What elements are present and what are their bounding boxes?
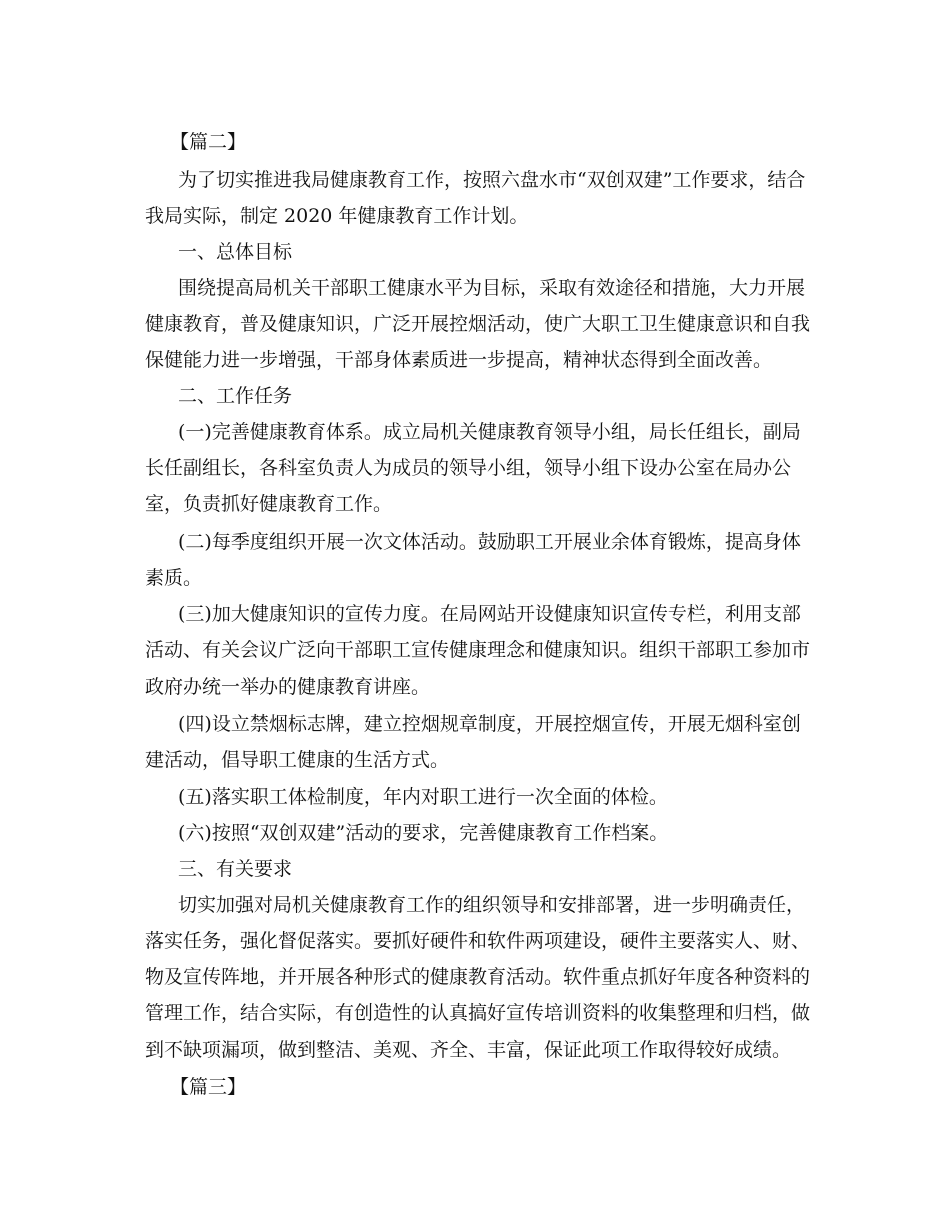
task-4-line-1: (四)设立禁烟标志牌，建立控烟规章制度，开展控烟宣传，开展无烟科室创 (178, 713, 801, 735)
task-3-line-1: (三)加大健康知识的宣传力度。在局网站开设健康知识宣传专栏，利用支部 (178, 603, 801, 625)
section-3-heading: 【篇三】 (170, 1076, 247, 1098)
intro-line-2: 我局实际，制定 2020 年健康教育工作计划。 (145, 205, 529, 227)
task-4-line-2: 建活动，倡导职工健康的生活方式。 (145, 749, 450, 771)
intro-line-1: 为了切实推进我局健康教育工作，按照六盘水市“双创双建”工作要求，结合 (178, 169, 806, 191)
section-2-heading: 【篇二】 (170, 131, 247, 153)
task-6: (六)按照“双创双建”活动的要求，完善健康教育工作档案。 (178, 822, 669, 844)
task-1-line-3: 室，负责抓好健康教育工作。 (145, 493, 393, 515)
heading-requirements: 三、有关要求 (178, 858, 293, 880)
requirements-line-1: 切实加强对局机关健康教育工作的组织领导和安排部署，进一步明确责任， (178, 894, 806, 916)
task-5: (五)落实职工体检制度，年内对职工进行一次全面的体检。 (178, 786, 668, 808)
requirements-line-4: 管理工作，结合实际，有创造性的认真搞好宣传培训资料的收集整理和归档，做 (145, 1002, 811, 1024)
goal-line-3: 保健能力进一步增强，干部身体素质进一步提高，精神状态得到全面改善。 (145, 349, 773, 371)
heading-work-tasks: 二、工作任务 (178, 385, 293, 407)
heading-overall-goal: 一、总体目标 (178, 241, 293, 263)
task-1-line-1: (一)完善健康教育体系。成立局机关健康教育领导小组，局长任组长，副局 (178, 421, 801, 443)
requirements-line-2: 落实任务，强化督促落实。要抓好硬件和软件两项建设，硬件主要落实人、财、 (145, 930, 811, 952)
task-2-line-1: (二)每季度组织开展一次文体活动。鼓励职工开展业余体育锻炼，提高身体 (178, 531, 801, 553)
requirements-line-5: 到不缺项漏项，做到整洁、美观、齐全、丰富，保证此项工作取得较好成绩。 (145, 1039, 792, 1061)
goal-line-2: 健康教育，普及健康知识，广泛开展控烟活动，使广大职工卫生健康意识和自我 (145, 313, 811, 335)
task-3-line-2: 活动、有关会议广泛向干部职工宣传健康理念和健康知识。组织干部职工参加市 (145, 639, 811, 661)
task-1-line-2: 长任副组长，各科室负责人为成员的领导小组，领导小组下设办公室在局办公 (145, 457, 792, 479)
task-3-line-3: 政府办统一举办的健康教育讲座。 (145, 676, 431, 698)
requirements-line-3: 物及宣传阵地，并开展各种形式的健康教育活动。软件重点抓好年度各种资料的 (145, 966, 811, 988)
goal-line-1: 围绕提高局机关干部职工健康水平为目标，采取有效途径和措施，大力开展 (178, 277, 806, 299)
task-2-line-2: 素质。 (145, 567, 203, 589)
